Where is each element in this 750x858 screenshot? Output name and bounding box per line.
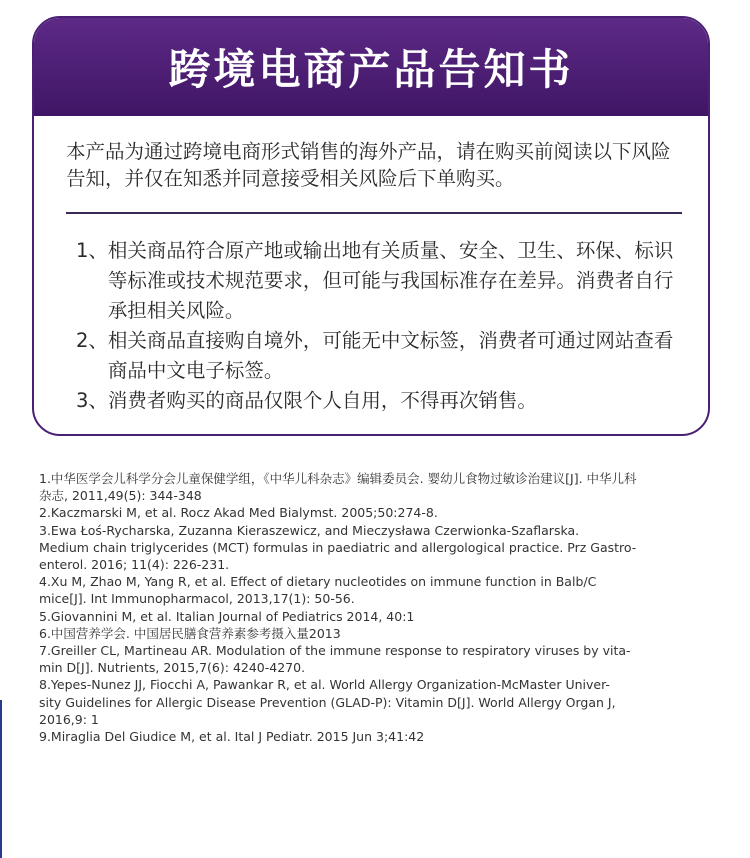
notice-card: [32, 16, 710, 436]
reference-line: 杂志, 2011,49(5): 344-348: [39, 488, 202, 504]
reference-line: sity Guidelines for Allergic Disease Prevention (GLAD-P): Vitamin D[J]. World Allergy Organ J,: [39, 694, 616, 710]
notice-item: [76, 326, 686, 386]
notice-item-number: 2、: [76, 329, 108, 352]
notice-item-number: 1、: [76, 239, 108, 262]
reference-line: min D[J]. Nutrients, 2015,7(6): 4240-4270.: [39, 660, 306, 676]
notice-item: [76, 386, 686, 416]
reference-line: 1.中华医学会儿科学分会儿童保健学组，《中华儿科杂志》编辑委员会. 婴幼儿食物过敏诊治建议[J]. 中华儿科: [39, 471, 637, 486]
notice-item-text: 相关商品直接购自境外，可能无中文标签，消费者可通过网站查看商品中文电子标签。: [107, 329, 674, 382]
reference-line: 2.Kaczmarski M, et al. Rocz Akad Med Bialymst. 2005;50:274-8.: [39, 505, 438, 521]
reference-line: Medium chain triglycerides (MCT) formulas in paediatric and allergological practice. Prz Gastro-: [39, 539, 637, 555]
notice-title: 跨境电商产品告知书: [168, 45, 574, 94]
notice-item: [76, 236, 686, 326]
reference-line: mice[J]. Int Immunopharmacol, 2013,17(1): 50-56.: [39, 591, 355, 607]
reference-line: 3.Ewa Łoś-Rycharska, Zuzanna Kieraszewicz, and Mieczysława Czerwionka-Szaflarska.: [39, 522, 580, 538]
reference-line: 5.Giovannini M, et al. Italian Journal of Pediatrics 2014, 40:1: [39, 608, 415, 624]
notice-item-number: 3、: [76, 389, 108, 412]
reference-line: 6.中国营养学会. 中国居民膳食营养素参考摄入量2013: [39, 625, 341, 641]
notice-header: [34, 18, 708, 116]
reference-line: 2016,9: 1: [39, 711, 99, 727]
notice-items: [76, 236, 686, 416]
notice-item-text: 相关商品符合原产地或输出地有关质量、安全、卫生、环保、标识等标准或技术规范要求，但可能与我国标准存在差异。消费者自行承担相关风险。: [107, 239, 674, 322]
references: [39, 470, 719, 745]
reference-line: enterol. 2016; 11(4): 226-231.: [39, 557, 230, 573]
divider: [66, 212, 682, 214]
reference-line: 4.Xu M, Zhao M, Yang R, et al. Effect of dietary nucleotides on immune function in Balb/C: [39, 574, 597, 590]
reference-line: 8.Yepes-Nunez JJ, Fiocchi A, Pawankar R, et al. World Allergy Organization-McMaster Univer-: [39, 677, 610, 693]
notice-intro: 本产品为通过跨境电商形式销售的海外产品，请在购买前阅读以下风险告知，并仅在知悉并同意接受相关风险后下单购买。: [66, 140, 671, 190]
reference-line: 7.Greiller CL, Martineau AR. Modulation of the immune response to respiratory viruses by vita-: [39, 643, 631, 659]
left-edge-line: [0, 700, 2, 858]
notice-item-text: 消费者购买的商品仅限个人自用，不得再次销售。: [107, 389, 537, 412]
reference-line: 9.Miraglia Del Giudice M, et al. Ital J Pediatr. 2015 Jun 3;41:42: [39, 729, 425, 745]
